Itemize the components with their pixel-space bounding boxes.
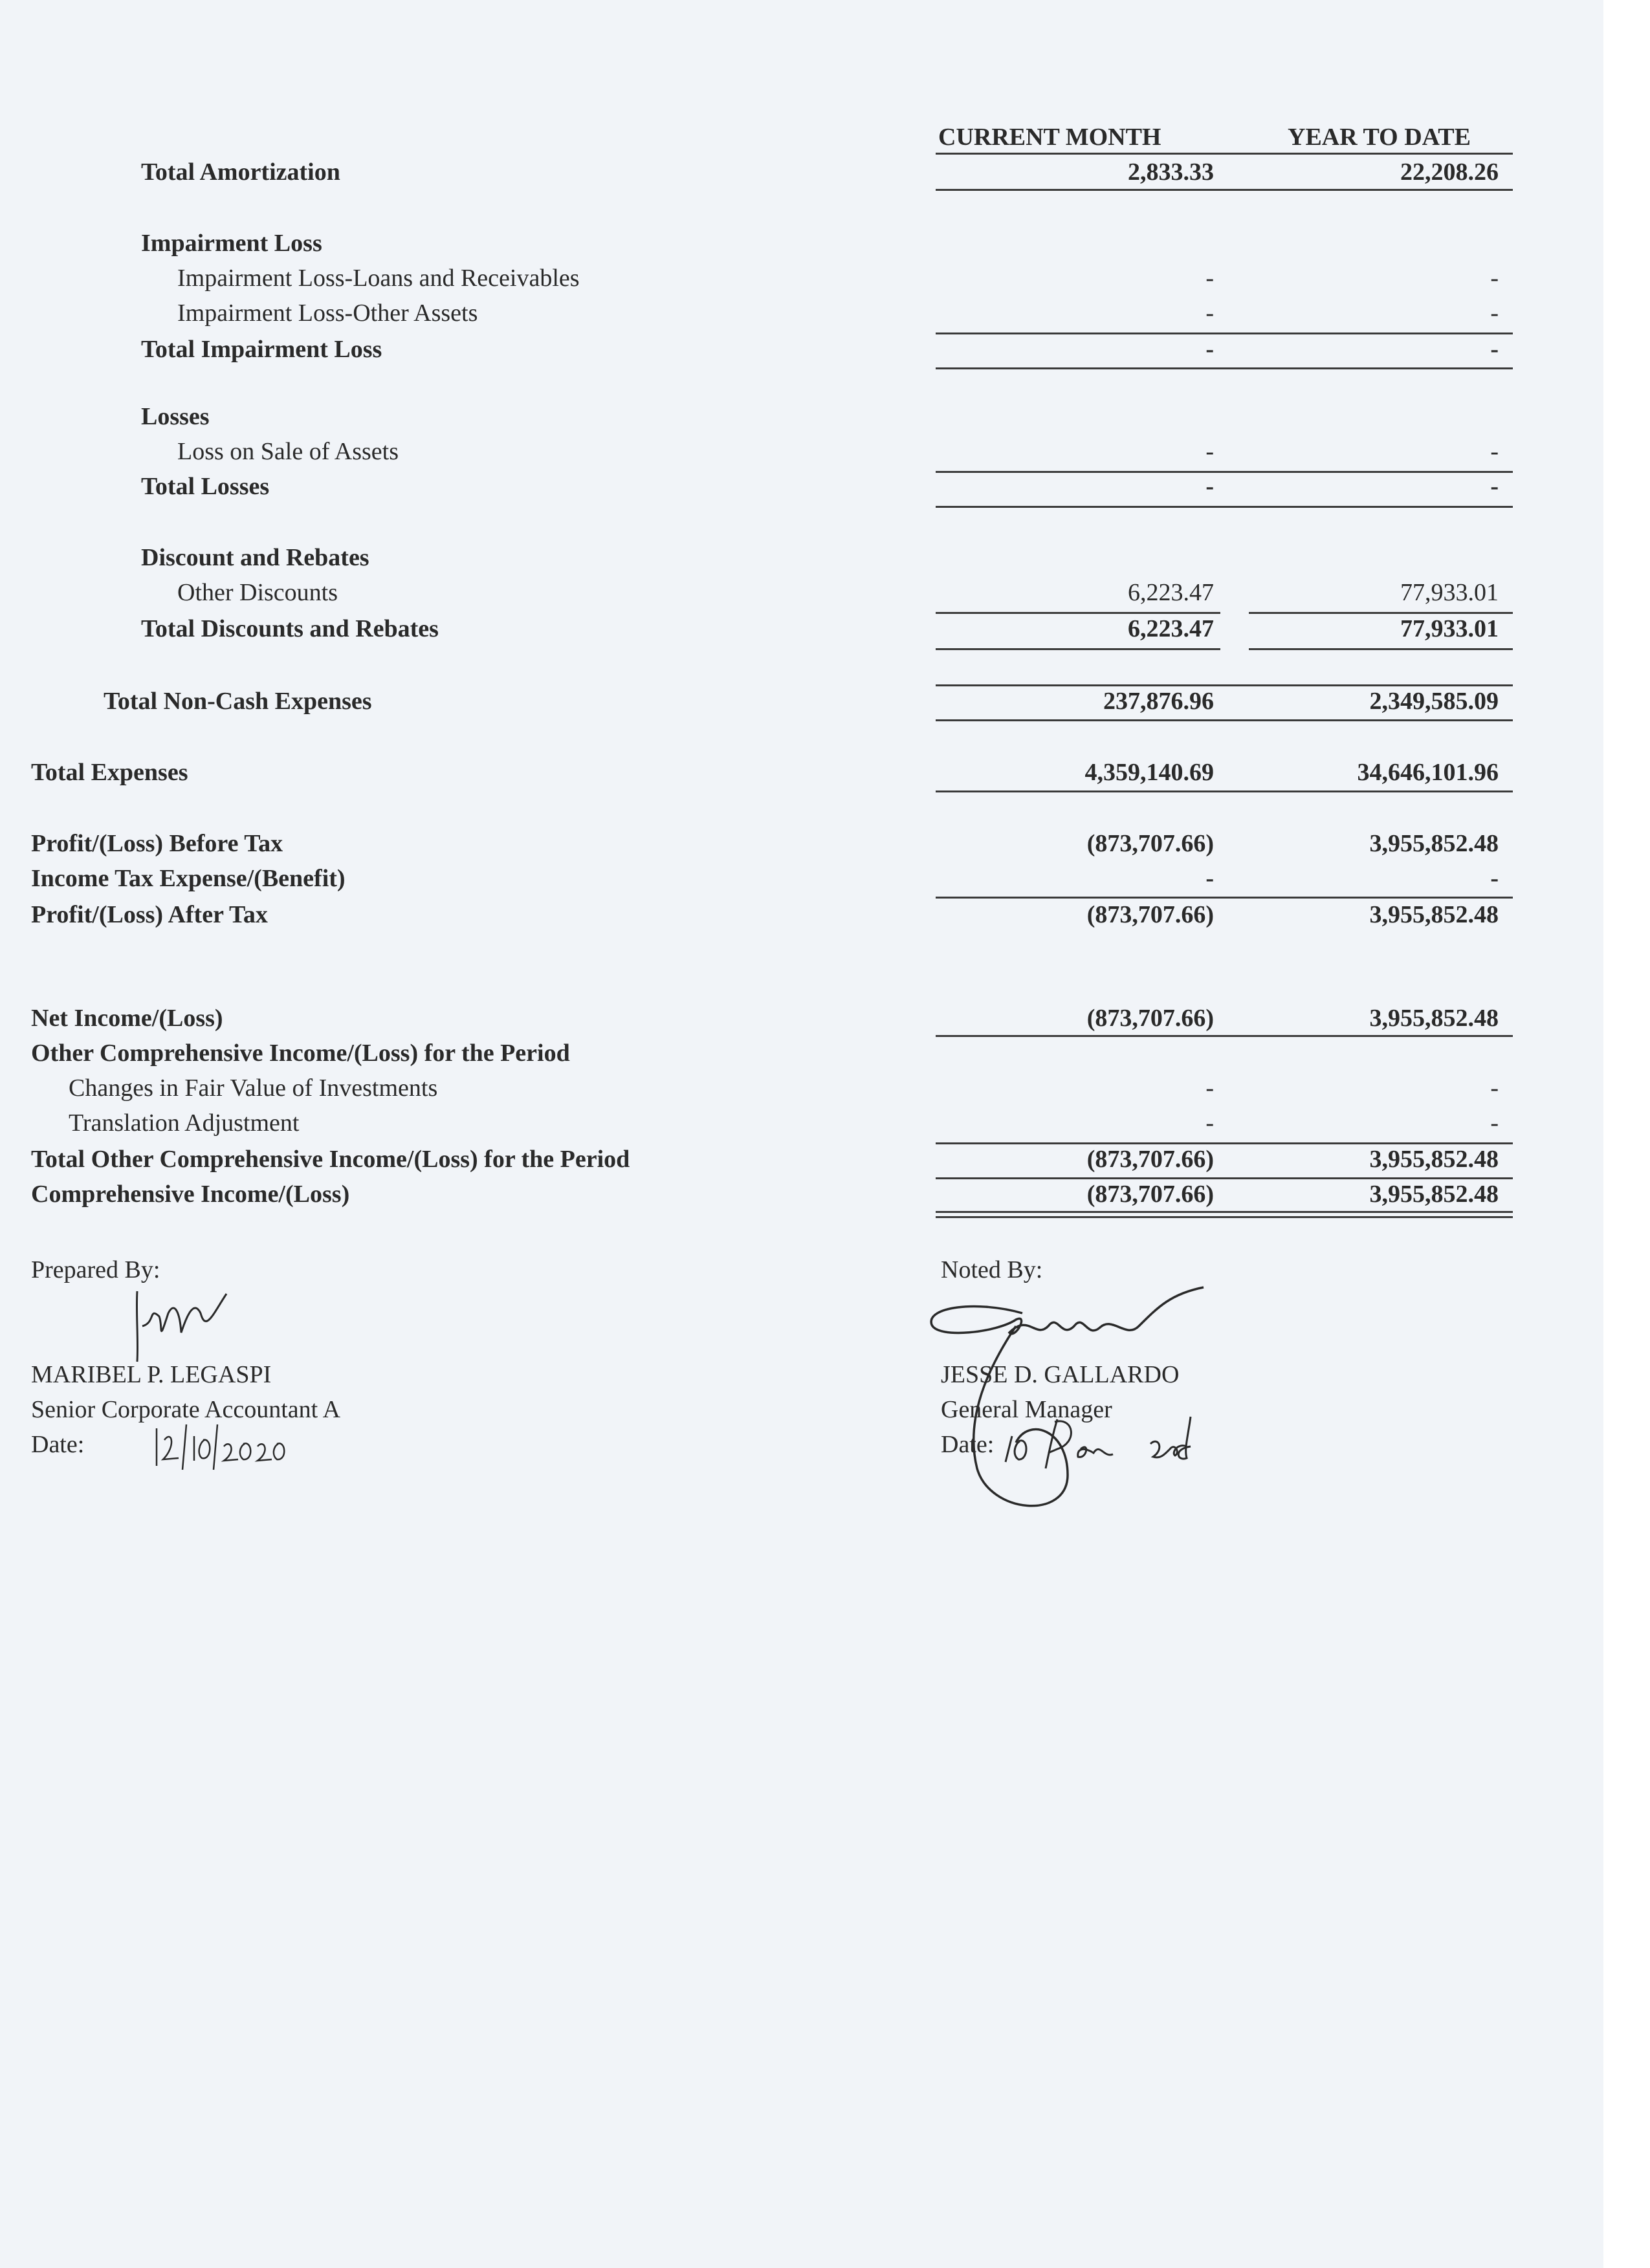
row-label: Profit/(Loss) After Tax: [31, 901, 268, 928]
total-rule-ytd: [1249, 648, 1513, 650]
row-label: Total Discounts and Rebates: [141, 615, 439, 642]
column-header-row: [0, 119, 1603, 155]
row-profit-after-tax: [0, 897, 1603, 933]
total-rule-current: [936, 648, 1220, 650]
row-comprehensive-income: [0, 1176, 1603, 1212]
row-label: Other Discounts: [177, 579, 338, 606]
row-total-impairment: [0, 331, 1603, 367]
ytd-value: -: [1490, 265, 1499, 292]
section-heading: Discount and Rebates: [141, 544, 369, 571]
row-label: Total Non-Cash Expenses: [104, 688, 372, 715]
row-label: Total Impairment Loss: [141, 336, 382, 363]
row-total-expenses: [0, 754, 1603, 791]
current-month-value: (873,707.66): [1086, 830, 1214, 857]
ytd-value: -: [1490, 865, 1499, 892]
current-month-value: (873,707.66): [1086, 1005, 1214, 1032]
ytd-value: -: [1490, 473, 1499, 500]
row-income-tax: [0, 860, 1603, 897]
page-edge: [1603, 0, 1650, 2268]
section-heading-discounts: [0, 540, 1603, 576]
current-month-value: (873,707.66): [1086, 901, 1214, 928]
ytd-value: 3,955,852.48: [1369, 1005, 1499, 1032]
row-label: Impairment Loss-Loans and Receivables: [177, 265, 580, 292]
header-current-month: CURRENT MONTH: [938, 124, 1161, 151]
row-label: Net Income/(Loss): [31, 1005, 223, 1032]
section-heading-impairment: [0, 225, 1603, 261]
section-heading: Losses: [141, 403, 210, 430]
row-total-amortization: [0, 154, 1603, 190]
current-month-value: (873,707.66): [1086, 1146, 1214, 1173]
ytd-value: 3,955,852.48: [1369, 1146, 1499, 1173]
total-rule: [936, 506, 1513, 508]
current-month-value: -: [1205, 473, 1214, 500]
current-month-value: -: [1205, 1109, 1214, 1137]
row-total-discounts: [0, 611, 1603, 647]
noted-by-name: JESSE D. GALLARDO: [941, 1361, 1180, 1388]
row-impairment-loans: [0, 260, 1603, 296]
ytd-value: 22,208.26: [1400, 158, 1499, 186]
prepared-by-title: Senior Corporate Accountant A: [31, 1396, 341, 1423]
total-rule: [936, 189, 1513, 191]
prepared-by-name: MARIBEL P. LEGASPI: [31, 1361, 272, 1388]
current-month-value: -: [1205, 265, 1214, 292]
row-label: Changes in Fair Value of Investments: [69, 1074, 438, 1102]
total-rule: [936, 719, 1513, 721]
row-other-discounts: [0, 574, 1603, 611]
row-profit-before-tax: [0, 825, 1603, 862]
row-label: Total Other Comprehensive Income/(Loss) for the Period: [31, 1146, 630, 1173]
noted-by-caption: Noted By:: [941, 1256, 1043, 1283]
current-month-value: -: [1205, 1074, 1214, 1102]
ytd-value: -: [1490, 438, 1499, 465]
ytd-value: -: [1490, 1074, 1499, 1102]
current-month-value: 6,223.47: [1128, 579, 1214, 606]
row-label: Loss on Sale of Assets: [177, 438, 399, 465]
row-net-income: [0, 1000, 1603, 1036]
current-month-value: 237,876.96: [1103, 688, 1214, 715]
section-heading-oci: [0, 1035, 1603, 1071]
total-rule: [936, 367, 1513, 369]
current-month-value: -: [1205, 300, 1214, 327]
row-translation: [0, 1105, 1603, 1141]
ytd-value: 3,955,852.48: [1369, 1181, 1499, 1208]
current-month-value: -: [1205, 865, 1214, 892]
double-total-rule: [936, 1211, 1513, 1218]
current-month-value: -: [1205, 336, 1214, 363]
ytd-value: -: [1490, 300, 1499, 327]
row-label: Impairment Loss-Other Assets: [177, 300, 478, 327]
ytd-value: -: [1490, 1109, 1499, 1137]
noted-by-handwritten-date: [1003, 1410, 1210, 1475]
section-heading: Impairment Loss: [141, 230, 322, 257]
row-label: Total Expenses: [31, 759, 188, 786]
section-heading: Other Comprehensive Income/(Loss) for the Period: [31, 1040, 570, 1067]
prepared-by-signature: [129, 1287, 272, 1365]
header-year-to-date: YEAR TO DATE: [1288, 124, 1471, 151]
row-impairment-other: [0, 295, 1603, 331]
row-label: Total Losses: [141, 473, 270, 500]
ytd-value: 3,955,852.48: [1369, 901, 1499, 928]
prepared-by-date-label: Date:: [31, 1431, 85, 1458]
total-rule: [936, 791, 1513, 792]
ytd-value: 77,933.01: [1400, 615, 1499, 642]
row-total-losses: [0, 468, 1603, 505]
row-label: Profit/(Loss) Before Tax: [31, 830, 283, 857]
noted-by-date-label: Date:: [941, 1431, 995, 1458]
row-total-noncash: [0, 683, 1603, 719]
prepared-by-handwritten-date: [153, 1421, 295, 1472]
ytd-value: -: [1490, 336, 1499, 363]
ytd-value: 2,349,585.09: [1369, 688, 1499, 715]
row-label: Translation Adjustment: [69, 1109, 300, 1137]
current-month-value: (873,707.66): [1086, 1181, 1214, 1208]
ytd-value: 34,646,101.96: [1357, 759, 1499, 786]
row-fair-value: [0, 1070, 1603, 1106]
current-month-value: -: [1205, 438, 1214, 465]
ytd-value: 77,933.01: [1400, 579, 1499, 606]
current-month-value: 2,833.33: [1128, 158, 1214, 186]
ytd-value: 3,955,852.48: [1369, 830, 1499, 857]
row-label: Comprehensive Income/(Loss): [31, 1181, 350, 1208]
current-month-value: 6,223.47: [1128, 615, 1214, 642]
current-month-value: 4,359,140.69: [1084, 759, 1214, 786]
prepared-by-caption: Prepared By:: [31, 1256, 160, 1283]
row-label: Income Tax Expense/(Benefit): [31, 865, 346, 892]
row-loss-on-sale: [0, 433, 1603, 470]
section-heading-losses: [0, 398, 1603, 435]
row-label: Total Amortization: [141, 158, 340, 186]
row-total-oci: [0, 1141, 1603, 1177]
noted-by-title: General Manager: [941, 1396, 1112, 1423]
